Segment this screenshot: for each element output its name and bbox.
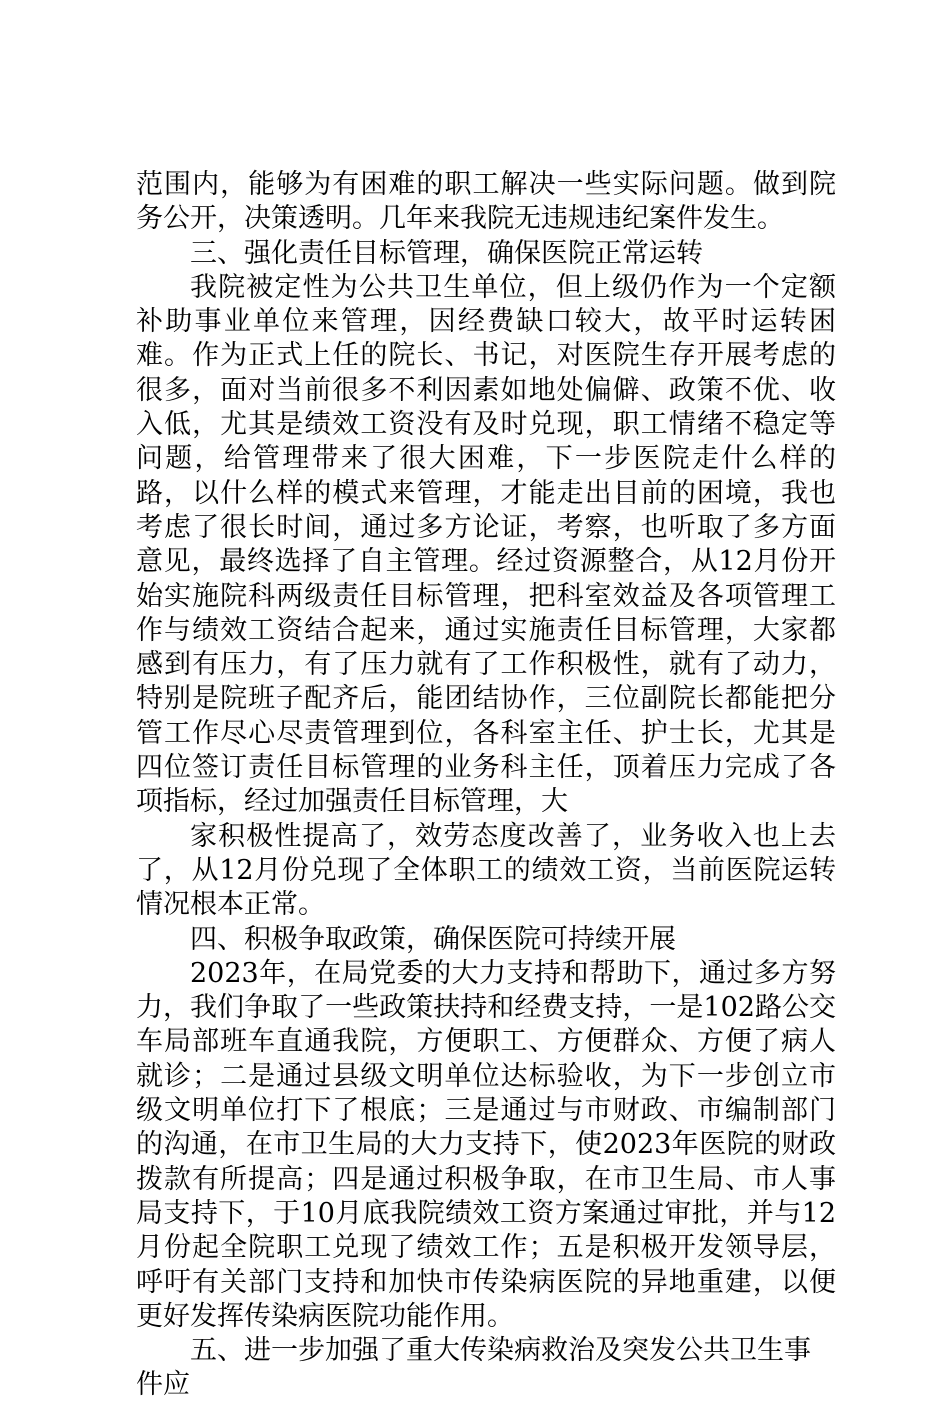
section-heading-5: 五、进一步加强了重大传染病救治及突发公共卫生事件应: [136, 1335, 811, 1401]
paragraph-section-3-body: 我院被定性为公共卫生单位，但上级仍作为一个定额补助事业单位来管理，因经费缺口较大，故平时运转困难。作为正式上任的院长、书记，对医院生存开展考虑的很多，面对当前很多不利因素如地处偏僻、政策不优、收入低，尤其是绩效工资没有及时兑现，职工情绪不稳定等问题，给管理带来了很大困难，下一步医院走什么样的路，以什么样的模式来管理，才能走出目前的困境，我也考虑了很长时间，通过多方论证，考察，也听取了多方面意见，最终选择了自主管理。经过资源整合，从12月份开始实施院科两级责任目标管理，把科室效益及各项管理工作与绩效工资结合起来，通过实施责任目标管理，大家都感到有压力，有了压力就有了工作积极性，就有了动力，特别是院班子配齐后，能团结协作，三位副院长都能把分管工作尽心尽责管理到位，各科室主任、护士长，尤其是四位签订责任目标管理的业务科主任，顶着压力完成了各项指标，经过加强责任目标管理，大: [136, 271, 836, 818]
paragraph-section-4-body: 2023年，在局党委的大力支持和帮助下，通过多方努力，我们争取了一些政策扶持和经费支持，一是102路公交车局部班车直通我院，方便职工、方便群众、方便了病人就诊；二是通过县级文明单位达标验收，为下一步创立市级文明单位打下了根底；三是通过与市财政、市编制部门的沟通，在市卫生局的大力支持下，使2023年医院的财政拨款有所提高；四是通过积极争取，在市卫生局、市人事局支持下，于10月底我院绩效工资方案通过审批，并与12月份起全院职工兑现了绩效工作；五是积极开发领导层，呼吁有关部门支持和加快市传染病医院的异地重建，以便更好发挥传染病医院功能作用。: [136, 957, 836, 1332]
section-heading-3: 三、强化责任目标管理，确保医院正常运转: [190, 237, 703, 269]
document-page: [136, 168, 836, 1403]
paragraph-section-3-continued: 家积极性提高了，效劳态度改善了，业务收入也上去了，从12月份兑现了全体职工的绩效工资，当前医院运转情况根本正常。: [136, 820, 836, 921]
section-heading-4: 四、积极争取政策，确保医院可持续开展: [190, 923, 676, 955]
paragraph-intro: 范围内，能够为有困难的职工解决一些实际问题。做到院务公开，决策透明。几年来我院无违规违纪案件发生。: [136, 169, 836, 235]
